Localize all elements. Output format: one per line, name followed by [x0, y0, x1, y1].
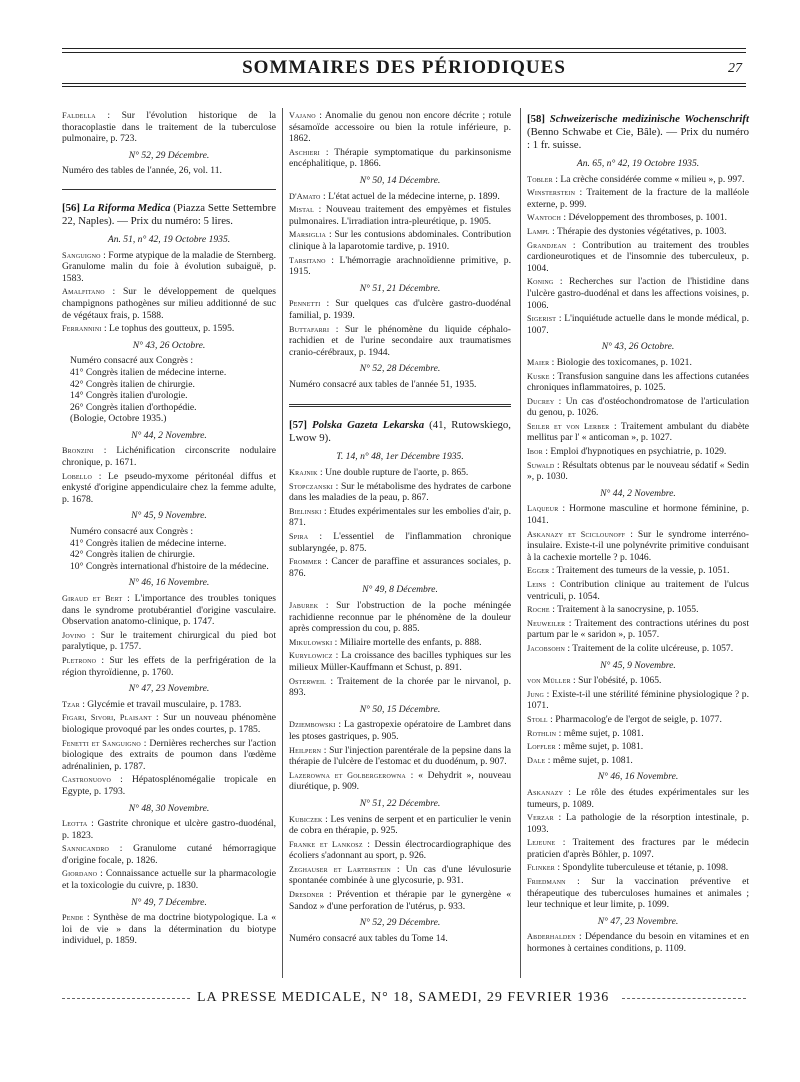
header-rule-top2	[62, 52, 746, 53]
article-entry: Bielinski : Etudes expérimentales sur les embolies d'air, p. 871.	[289, 505, 511, 529]
article-author: Seiler et von Lerber	[527, 421, 610, 431]
article-entry: Maier : Biologie des toxicomanes, p. 1021.	[527, 356, 692, 368]
article-author: Krajnik	[289, 468, 318, 478]
article-entry: Sanguigno : Forme atypique de la maladie de Sternberg. Granulome malin du foie à évolution subaiguë, p. 1583.	[62, 249, 276, 284]
journal-name: La Riforma Medica	[82, 201, 171, 214]
article-entry: Verzar : La pathologie de la résorption intestinale, p. 1093.	[527, 812, 749, 835]
article-entry: Jacobsohn : Traitement de la colite ulcéreuse, p. 1057.	[527, 642, 734, 654]
issue-heading: N° 52, 29 Décembre.	[128, 149, 210, 161]
article-entry: Marsiglia : Sur les contusions abdominales. Contribution clinique à la laparotomie tardive, p. 1910.	[289, 229, 512, 252]
page-number: 27	[728, 61, 742, 76]
article-author: Marsiglia	[289, 230, 327, 240]
article-author: Bielinski	[289, 506, 322, 516]
issue-note: Numéro des tables de l'année, 26, vol. 11.	[62, 165, 222, 177]
article-author: Pennetti	[289, 299, 321, 309]
journal-heading	[289, 419, 511, 445]
article-author: Kuske	[527, 371, 550, 381]
article-title: Sur l'évolution historique de la thoracoplastie dans le traitement de la tuberculose pulmonaire, p. 723.	[62, 110, 276, 145]
article-entry: Lejeune : Traitement des fractures par le médecin praticien d'après Böhler, p. 1097.	[527, 837, 749, 860]
article-author: Rothlin	[527, 728, 557, 738]
article-author: Leotta	[62, 819, 88, 829]
header-rule-bottom	[62, 83, 746, 84]
article-title: La pathologie de la résorption intestinale, p. 1093.	[527, 812, 749, 835]
issue-heading: N° 44, 2 Novembre.	[131, 429, 207, 441]
article-title: même sujet, p. 1081.	[552, 754, 633, 766]
article-title: Traitement à la sanocrysine, p. 1055.	[557, 604, 699, 616]
article-title: Sur la vaccination préventive et thérapeutique des tuberculoses humaines et animales ; leur technique et leur limite, p. 1099.	[527, 876, 749, 911]
article-title: Gastrite chronique et ulcère gastro-duodénal, p. 1823.	[62, 818, 276, 841]
article-author: Leins	[527, 580, 547, 589]
issue-heading: N° 45, 9 Novembre.	[131, 510, 207, 522]
article-entry: Kubiczek : Les venins de serpent et en particulier le venin de cobra en thérapie, p. 925.	[289, 813, 511, 837]
article-title: Etudes expérimentales sur les embolies d'air, p. 871.	[289, 505, 511, 529]
congress-line: 10° Congrès international d'histoire de la médecine.	[70, 560, 269, 572]
article-author: Abderhalden	[527, 932, 576, 942]
article-entry: Tarsitano : L'hémorragie arachnoïdienne primitive, p. 1915.	[289, 254, 511, 278]
article-entry: Abderhalden : Dépendance du besoin en vitamines et en hormones à certaines conditions, p. 1109.	[527, 931, 750, 955]
article-entry: Bronzini : Lichénification circonscrite nodulaire chronique, p. 1671.	[62, 445, 277, 469]
article-author: Koning	[527, 277, 554, 287]
article-author: Pende	[62, 913, 84, 923]
article-title: Hormone masculine et hormone féminine, p. 1041.	[527, 503, 749, 527]
article-title: Granulome cutané hémorragique d'origine focale, p. 1826.	[62, 843, 277, 866]
article-title: Le pseudo-myxome péritonéal diffus et enkysté d'origine appendiculaire chez la femme adulte, p. 1678.	[62, 470, 276, 505]
article-title: « Dehydrit », nouveau diurétique, p. 909.	[289, 769, 511, 793]
article-author: Pletrono	[62, 655, 97, 665]
column-right	[527, 110, 749, 957]
article-author: Stoll	[527, 714, 548, 724]
article-author: Aschieri	[289, 147, 320, 157]
article-title: L'importance des troubles toniques dans le syndrome protubérantiel d'origine vasculaire. Observation anatomo-clinique, p. 1747.	[62, 593, 276, 628]
article-title: Anomalie du genou non encore décrite ; rotule sésamoïde accessoire ou bien la rotule inférieure, p. 1862.	[289, 110, 511, 145]
article-author: Lampl	[527, 226, 550, 236]
article-entry: Franke et Lankosz : Dessin électrocardiographique des écoliers s'adonnant au sport, p. 926.	[289, 838, 511, 862]
article-title: Sur le traitement chirurgical du pied bot paralytique, p. 1757.	[62, 629, 277, 653]
article-entry: Askanazy : Le rôle des études expérimentales sur les tumeurs, p. 1089.	[527, 786, 749, 810]
article-entry: Ducrey : Un cas d'ostéochondromatose de l'articulation du genou, p. 1026.	[527, 395, 749, 419]
congress-list	[70, 355, 276, 425]
article-title: Sur les contusions abdominales. Contribution clinique à la laparotomie tardive, p. 1910.	[289, 229, 512, 252]
article-entry: Vajano : Anomalie du genou non encore décrite ; rotule sésamoïde accessoire ou bien la rotule inférieure, p. 1862.	[289, 110, 511, 145]
article-author: Dale	[527, 755, 546, 765]
article-author: Mistal	[289, 205, 314, 215]
article-title: Synthèse de ma doctrine biotypologique. La « loi de vie » dans la détermination du biotype individuel, p. 1859.	[62, 912, 276, 947]
article-title: Miliaire mortelle des enfants, p. 888.	[339, 636, 482, 648]
article-author: Lazerowna et Golbergerowna	[289, 770, 406, 780]
article-entry: Neuweiler : Traitement des contractions utérines du post partum par le « saridon », p. 1057.	[527, 617, 749, 641]
article-author: Ibor	[527, 447, 543, 457]
article-author: D'Amato	[289, 191, 321, 201]
article-author: Wantoch	[527, 213, 562, 223]
article-title: Thérapie des dystonies végétatives, p. 1003.	[556, 225, 727, 237]
issue-heading: N° 47, 23 Novembre.	[597, 915, 679, 927]
article-title: Le rôle des études expérimentales sur les tumeurs, p. 1089.	[527, 786, 749, 810]
article-title: Lichénification circonscrite nodulaire chronique, p. 1671.	[62, 445, 277, 469]
article-entry: Pennetti : Sur quelques cas d'ulcère gastro-duodénal familial, p. 1939.	[289, 298, 511, 321]
column-left	[62, 110, 276, 949]
article-author: Askanazy	[527, 787, 564, 797]
article-entry: Ibor : Emploi d'hypnotiques en psychiatrie, p. 1029.	[527, 446, 727, 458]
issue-note: Numéro consacré aux tables de l'année 51, 1935.	[289, 378, 477, 390]
issue-heading: N° 50, 14 Décembre.	[359, 174, 441, 186]
congress-line: Numéro consacré aux Congrès :	[70, 355, 194, 367]
issue-heading: T. 14, n° 48, 1er Décembre 1935.	[336, 451, 464, 463]
issue-heading: An. 65, n° 42, 19 Octobre 1935.	[576, 158, 700, 169]
article-title: Biologie des toxicomanes, p. 1021.	[556, 356, 692, 368]
article-entry: Rothlin : même sujet, p. 1081.	[527, 727, 644, 739]
article-entry: Mikulowski : Miliaire mortelle des enfants, p. 888.	[289, 636, 482, 648]
article-author: Jaburek	[289, 601, 319, 610]
column-middle	[289, 110, 511, 947]
article-entry: Spira : L'essentiel de l'inflammation chronique sublaryngée, p. 875.	[289, 531, 511, 554]
footer-rule-left	[62, 998, 190, 1005]
article-author: Fenetti et Sanguigno	[62, 738, 141, 748]
issue-heading: N° 47, 23 Novembre.	[128, 683, 210, 695]
article-title: Traitement ambulant du diabète mellitus par l' « anticoman », p. 1027.	[527, 420, 749, 444]
article-entry: Heilpern : Sur l'injection parentérale de la pepsine dans la thérapie de l'ulcère de l'estomac et du duodénum, p. 907.	[289, 744, 512, 768]
article-title: Sur le développement de quelques champignons pathogènes sur milieu additionné de suc de végétaux frais, p. 1588.	[62, 286, 276, 321]
article-entry: Grandjean : Contribution au traitement des troubles cardioneurotiques et de l'insomnie des tuberculeux, p. 1004.	[527, 239, 749, 274]
article-entry: Leotta : Gastrite chronique et ulcère gastro-duodénal, p. 1823.	[62, 818, 276, 841]
article-title: même sujet, p. 1081.	[563, 727, 644, 739]
article-author: Friedmann	[527, 877, 566, 887]
article-author: Tzar	[62, 699, 80, 709]
article-author: Osterweil	[289, 676, 327, 686]
journal-details: (Benno Schwabe et Cie, Bâle). — Prix du numéro : 1 fr. suisse.	[527, 126, 749, 151]
article-author: Sannicandro	[62, 844, 110, 854]
article-title: Connaissance actuelle sur la pharmacologie et la toxicologie du cuivre, p. 1830.	[62, 868, 276, 892]
footer-text: LA PRESSE MEDICALE, N° 18, SAMEDI, 29 FEVRIER 1936	[197, 990, 610, 1005]
article-author: Jung	[527, 689, 544, 699]
article-entry: Giordano : Connaissance actuelle sur la pharmacologie et la toxicologie du cuivre, p. 1830.	[62, 868, 276, 892]
article-entry: Seiler et von Lerber : Traitement ambulant du diabète mellitus par l' « anticoman », p. 1027.	[527, 420, 749, 444]
section-divider	[289, 404, 511, 407]
article-author: von Müller	[527, 676, 571, 686]
article-title: Hépatosplénomégalie tropicale en Egypte, p. 1793.	[62, 774, 276, 797]
article-entry: Dziembowski : La gastropexie opératoire de Lambret dans les ptoses gastriques, p. 905.	[289, 719, 511, 742]
congress-line: Numéro consacré aux Congrès :	[70, 526, 194, 538]
article-entry: Askanazy et Sciclounoff : Sur le syndrome interréno-insulaire. Existe-t-il une polynévrite primitive conduisant à la cachexie mortelle ? p. 1046.	[527, 528, 749, 563]
article-title: Contribution clinique au traitement de l'ulcus ventriculi, p. 1054.	[527, 579, 749, 602]
article-entry: Leins : Contribution clinique au traitement de l'ulcus ventriculi, p. 1054.	[527, 579, 749, 602]
congress-line: 41° Congrès italien de médecine interne.	[70, 537, 227, 549]
issue-heading: An. 51, n° 42, 19 Octobre 1935.	[107, 233, 231, 245]
article-author: Lobello	[62, 471, 93, 481]
article-author: Neuweiler	[527, 618, 566, 628]
congress-line: 42° Congrès italien de chirurgie.	[70, 549, 195, 561]
article-author: Giraud et Bert	[62, 594, 123, 603]
article-author: Stopczanski	[289, 481, 333, 491]
article-author: Sanguigno	[62, 250, 101, 260]
article-author: Mikulowski	[289, 637, 333, 647]
article-entry: Winsterstein : Traitement de la fracture de la malléole externe, p. 999.	[527, 187, 749, 210]
article-title: L'inquiétude actuelle dans le monde médical, p. 1007.	[527, 313, 749, 336]
article-author: Jacobsohn	[527, 643, 565, 653]
article-author: Roche	[527, 605, 550, 615]
article-author: Ducrey	[527, 396, 555, 406]
article-author: Ferrannini	[62, 324, 102, 334]
congress-line: 14° Congrès italien d'urologie.	[70, 390, 188, 402]
issue-heading: N° 48, 30 Novembre.	[128, 802, 210, 814]
article-title: Existe-t-il une stérilité féminine physiologique ? p. 1071.	[527, 688, 750, 712]
column-divider	[520, 108, 521, 978]
journal-number: [57]	[289, 419, 307, 432]
issue-heading: N° 46, 16 Novembre.	[128, 577, 210, 589]
article-entry: Faldella : Sur l'évolution historique de la thoracoplastie dans le traitement de la tuberculose pulmonaire, p. 723.	[62, 110, 276, 145]
article-title: Transfusion sanguine dans les affections cutanées chroniques inflammatoires, p. 1025.	[527, 370, 749, 394]
article-title: Une double rupture de l'aorte, p. 865.	[325, 467, 469, 479]
article-author: Faldella	[62, 111, 96, 120]
article-entry: Lobello : Le pseudo-myxome péritonéal diffus et enkysté d'origine appendiculaire chez la femme adulte, p. 1678.	[62, 470, 276, 505]
article-title: Glycémie et travail musculaire, p. 1783.	[87, 698, 242, 710]
article-author: Verzar	[527, 813, 554, 823]
issue-heading: N° 52, 28 Décembre.	[359, 363, 441, 375]
article-author: Zeghauser et Larterstein	[289, 864, 391, 874]
article-entry: Kuske : Transfusion sanguine dans les affections cutanées chroniques inflammatoires, p. 1025.	[527, 370, 749, 394]
congress-line: 42° Congrès italien de chirurgie.	[70, 378, 195, 390]
article-entry: Amalfitano : Sur le développement de quelques champignons pathogènes sur milieu additionné de suc de végétaux frais, p. 1588.	[62, 286, 276, 321]
article-title: Dernières recherches sur l'action biologique des extraits de poumon dans l'œdème adrénalinien, p. 1787.	[62, 737, 276, 772]
article-author: Buttafarri	[289, 324, 330, 334]
issue-heading: N° 51, 22 Décembre.	[359, 797, 441, 809]
article-title: Emploi d'hypnotiques en psychiatrie, p. 1029.	[550, 446, 727, 458]
article-entry: Ferrannini : Le tophus des goutteux, p. 1595.	[62, 323, 235, 335]
article-title: Forme atypique de la maladie de Sternberg. Granulome malin du foie à évolution subaiguë, p. 1583.	[62, 249, 276, 284]
article-entry: Dale : même sujet, p. 1081.	[527, 754, 633, 766]
article-title: Développement des thromboses, p. 1001.	[568, 212, 728, 224]
article-title: Spondylite tuberculeuse et tétanie, p. 1098.	[562, 862, 729, 874]
article-author: Maier	[527, 357, 550, 367]
article-entry: Kurylowicz : La croissance des bacilles typhiques sur les milieux Müller-Kauffmann et Schust, p. 891.	[289, 650, 511, 673]
article-entry: Dresdner : Prévention et thérapie par le gynergène « Sandoz » d'une perforation de l'utérus, p. 933.	[289, 889, 511, 912]
article-entry: Pende : Synthèse de ma doctrine biotypologique. La « loi de vie » dans la détermination du biotype individuel, p. 1859.	[62, 912, 276, 947]
issue-heading: N° 51, 21 Décembre.	[359, 282, 441, 294]
issue-heading: N° 52, 29 Décembre.	[359, 917, 441, 929]
article-title: Sur le syndrome interréno-insulaire. Existe-t-il une polynévrite primitive conduisant à la cachexie mortelle ? p. 1046.	[527, 528, 749, 563]
article-title: Traitement de la colite ulcéreuse, p. 1057.	[572, 642, 734, 654]
issue-heading: N° 49, 8 Décembre.	[362, 584, 438, 596]
article-entry: Jung : Existe-t-il une stérilité féminine physiologique ? p. 1071.	[527, 688, 750, 712]
article-author: Franke et Lankosz	[289, 839, 363, 849]
article-title: Traitement des fractures par le médecin praticien d'après Böhler, p. 1097.	[527, 837, 749, 860]
journal-heading	[62, 202, 276, 228]
article-author: Giordano	[62, 869, 98, 879]
article-author: Amalfitano	[62, 287, 105, 297]
congress-line: 26° Congrès italien d'orthopédie.	[70, 401, 197, 413]
journal-details: (41, Rutowskiego, Lwow 9).	[289, 419, 511, 445]
article-title: Sur l'obstruction de la poche méningée rachidienne reconnue par le phénomène de la douleur après compression du cou, p. 885.	[289, 600, 511, 635]
article-entry: Lazerowna et Golbergerowna : « Dehydrit », nouveau diurétique, p. 909.	[289, 769, 511, 793]
article-author: Flinker	[527, 863, 555, 873]
article-title: Contribution au traitement des troubles cardioneurotiques et de l'insomnie des tuberculeux, p. 1004.	[527, 239, 749, 274]
article-author: Grandjean	[527, 240, 567, 250]
article-entry: Sigerist : L'inquiétude actuelle dans le monde médical, p. 1007.	[527, 313, 749, 336]
journal-name: Schweizerische medizinische Wochenschrift	[549, 113, 749, 125]
article-entry: Fenetti et Sanguigno : Dernières recherches sur l'action biologique des extraits de poumon dans l'œdème adrénalinien, p. 1787.	[62, 737, 276, 772]
article-title: Le tophus des goutteux, p. 1595.	[109, 323, 235, 335]
issue-heading: N° 45, 9 Novembre.	[600, 659, 676, 671]
article-title: Pharmacolog'e de l'ergot de seigle, p. 1077.	[555, 713, 722, 725]
article-entry: Tzar : Glycémie et travail musculaire, p. 1783.	[62, 698, 242, 710]
article-author: Suwald	[527, 460, 555, 470]
article-author: Tarsitano	[289, 255, 326, 265]
article-entry: Lampl : Thérapie des dystonies végétatives, p. 1003.	[527, 225, 727, 237]
issue-heading: N° 46, 16 Novembre.	[597, 771, 679, 783]
article-author: Spira	[289, 532, 309, 542]
article-title: Les venins de serpent et en particulier le venin de cobra en thérapie, p. 925.	[289, 813, 511, 837]
article-entry: Stoll : Pharmacolog'e de l'ergot de seigle, p. 1077.	[527, 713, 722, 725]
article-title: Prévention et thérapie par le gynergène « Sandoz » d'une perforation de l'utérus, p. 933.	[289, 889, 511, 912]
article-author: Laqueur	[527, 504, 559, 514]
article-title: Dessin électrocardiographique des écoliers s'adonnant au sport, p. 926.	[289, 838, 511, 862]
page-footer	[62, 990, 746, 1012]
article-author: Dresdner	[289, 890, 324, 900]
article-author: Frommer	[289, 557, 322, 567]
article-entry: Figari, Sivori, Plaisant : Sur un nouveau phénomène biologique provoqué par les ondes courtes, p. 1785.	[62, 712, 276, 735]
article-title: La crèche considérée comme « milieu », p. 997.	[560, 173, 745, 185]
article-title: Résultats obtenus par le nouveau sédatif « Sedin », p. 1030.	[527, 459, 749, 483]
congress-list	[70, 526, 276, 572]
article-entry: Buttafarri : Sur le phénomène du liquide céphalo-rachidien et de l'urine secondaire aux traumatismes cranio-cérébraux, p. 1944.	[289, 323, 512, 358]
article-author: Bronzini	[62, 446, 94, 456]
issue-note: Numéro consacré aux tables du Tome 14.	[289, 932, 448, 944]
article-title: L'état actuel de la médecine interne, p. 1899.	[328, 190, 500, 202]
article-title: Sur quelques cas d'ulcère gastro-duodénal familial, p. 1939.	[289, 298, 511, 321]
column-divider	[282, 108, 283, 978]
article-entry: Pletrono : Sur les effets de la perfrigération de la région thyroïdienne, p. 1760.	[62, 654, 276, 678]
journal-number: [56]	[62, 201, 80, 214]
article-title: Un cas d'une lévulosurie spontanée combinée à une glycosurie, p. 931.	[289, 863, 511, 887]
article-author: Loffler	[527, 742, 556, 752]
article-title: Un cas d'ostéochondromatose de l'articulation du genou, p. 1026.	[527, 395, 749, 419]
header-rule-bottom2	[62, 86, 746, 87]
article-title: Traitement de la chorée par le nirvanol, p. 893.	[289, 675, 511, 699]
article-entry: Jaburek : Sur l'obstruction de la poche méningée rachidienne reconnue par le phénomène de la douleur après compression du cou, p. 885.	[289, 600, 511, 635]
article-author: Heilpern	[289, 745, 322, 755]
article-author: Sigerist	[527, 314, 557, 324]
article-entry: Egger : Traitement des tumeurs de la vessie, p. 1051.	[527, 565, 730, 577]
article-entry: Krajnik : Une double rupture de l'aorte, p. 865.	[289, 467, 469, 479]
article-entry: Stopczanski : Sur le métabolisme des hydrates de carbone dans les maladies de la peau, p. 867.	[289, 480, 511, 504]
article-entry: Frommer : Cancer de paraffine et assurances sociales, p. 876.	[289, 556, 511, 579]
article-author: Figari, Sivori, Plaisant	[62, 713, 152, 723]
article-author: Tobler	[527, 174, 553, 184]
article-title: Sur le métabolisme des hydrates de carbone dans les maladies de la peau, p. 867.	[289, 480, 511, 504]
article-entry: Loffler : même sujet, p. 1081.	[527, 741, 644, 753]
footer-rule-right	[622, 998, 746, 1005]
article-title: L'essentiel de l'inflammation chronique sublaryngée, p. 875.	[289, 531, 511, 554]
article-entry: Castronuovo : Hépatosplénomégalie tropicale en Egypte, p. 1793.	[62, 774, 276, 797]
journal-heading	[527, 113, 749, 152]
article-entry: Laqueur : Hormone masculine et hormone féminine, p. 1041.	[527, 503, 749, 527]
issue-heading: N° 44, 2 Novembre.	[600, 487, 676, 499]
article-title: Recherches sur l'action de l'histidine dans l'ulcère gastro-duodénal et dans les affections voisines, p. 1006.	[527, 276, 749, 311]
article-entry: Flinker : Spondylite tuberculeuse et tétanie, p. 1098.	[527, 862, 729, 874]
issue-heading: N° 43, 26 Octobre.	[601, 341, 675, 353]
congress-line: (Bologie, Octobre 1935.)	[70, 413, 167, 425]
section-divider	[62, 189, 276, 190]
issue-heading: N° 50, 15 Décembre.	[359, 703, 441, 715]
congress-line: 41° Congrès italien de médecine interne.	[70, 366, 227, 378]
article-entry: Jovino : Sur le traitement chirurgical du pied bot paralytique, p. 1757.	[62, 629, 277, 653]
article-entry: Sannicandro : Granulome cutané hémorragique d'origine focale, p. 1826.	[62, 843, 277, 866]
article-author: Jovino	[62, 630, 86, 640]
article-author: Lejeune	[527, 838, 556, 848]
article-entry: Suwald : Résultats obtenus par le nouveau sédatif « Sedin », p. 1030.	[527, 459, 749, 483]
article-title: Nouveau traitement des empyèmes et fistules pulmonaires. L'irradiation intra-pleurétique, p. 1905.	[289, 204, 512, 227]
article-entry: Osterweil : Traitement de la chorée par le nirvanol, p. 893.	[289, 675, 511, 699]
article-entry: D'Amato : L'état actuel de la médecine interne, p. 1899.	[289, 190, 500, 202]
article-title: L'hémorragie arachnoïdienne primitive, p. 1915.	[289, 254, 511, 278]
journal-details: (Piazza Sette Settembre 22, Naples). — Prix du numéro: 5 lires.	[62, 201, 276, 227]
article-entry: von Müller : Sur l'obésité, p. 1065.	[527, 675, 662, 687]
article-title: Traitement des tumeurs de la vessie, p. 1051.	[556, 565, 730, 577]
article-title: Sur le phénomène du liquide céphalo-rachidien et de l'urine secondaire aux traumatismes cranio-cérébraux, p. 1944.	[289, 323, 512, 358]
article-author: Castronuovo	[62, 775, 111, 785]
issue-heading: N° 49, 7 Décembre.	[131, 896, 207, 908]
article-author: Askanazy et Sciclounoff	[527, 529, 626, 539]
article-title: Sur l'injection parentérale de la pepsine dans la thérapie de l'ulcère de l'estomac et du duodénum, p. 907.	[289, 744, 512, 768]
article-entry: Tobler : La crèche considérée comme « milieu », p. 997.	[527, 173, 745, 185]
article-author: Kubiczek	[289, 814, 323, 824]
article-title: Traitement de la fracture de la malléole externe, p. 999.	[527, 187, 749, 210]
article-entry: Wantoch : Développement des thromboses, p. 1001.	[527, 212, 728, 224]
article-title: Sur l'obésité, p. 1065.	[578, 675, 662, 687]
article-title: Sur un nouveau phénomène biologique provoqué par les ondes courtes, p. 1785.	[62, 712, 276, 735]
article-entry: Mistal : Nouveau traitement des empyèmes et fistules pulmonaires. L'irradiation intra-pleurétique, p. 1905.	[289, 204, 512, 227]
article-author: Kurylowicz	[289, 651, 333, 661]
article-entry: Koning : Recherches sur l'action de l'histidine dans l'ulcère gastro-duodénal et dans les affections voisines, p. 1006.	[527, 276, 749, 311]
article-author: Dziembowski	[289, 720, 336, 730]
article-title: Dépendance du besoin en vitamines et en hormones à certaines conditions, p. 1109.	[527, 931, 750, 955]
article-author: Egger	[527, 566, 550, 576]
issue-heading: N° 43, 26 Octobre.	[132, 339, 206, 351]
journal-name: Polska Gazeta Lekarska	[312, 419, 425, 432]
article-entry: Zeghauser et Larterstein : Un cas d'une lévulosurie spontanée combinée à une glycosurie, p. 931.	[289, 863, 511, 887]
article-author: Winsterstein	[527, 188, 576, 198]
header-rule-top	[62, 48, 746, 49]
article-title: Traitement des contractions utérines du post partum par le « saridon », p. 1057.	[527, 617, 749, 641]
article-title: La croissance des bacilles typhiques sur les milieux Müller-Kauffmann et Schust, p. 891.	[289, 650, 511, 673]
article-title: Cancer de paraffine et assurances sociales, p. 876.	[289, 556, 511, 579]
article-title: Sur les effets de la perfrigération de la région thyroïdienne, p. 1760.	[62, 654, 276, 678]
article-title: même sujet, p. 1081.	[563, 741, 644, 753]
article-author: Vajano	[289, 111, 316, 120]
journal-number: [58]	[527, 113, 545, 125]
article-title: La gastropexie opératoire de Lambret dans les ptoses gastriques, p. 905.	[289, 719, 511, 742]
article-title: Thérapie symptomatique du parkinsonisme encéphalitique, p. 1866.	[289, 146, 511, 170]
article-entry: Roche : Traitement à la sanocrysine, p. 1055.	[527, 604, 699, 616]
page-title: SOMMAIRES DES PÉRIODIQUES	[242, 57, 566, 78]
article-entry: Giraud et Bert : L'importance des troubles toniques dans le syndrome protubérantiel d'origine vasculaire. Observation anatomo-clinique, p. 1747.	[62, 593, 276, 628]
article-entry: Friedmann : Sur la vaccination préventive et thérapeutique des tuberculoses humaines et animales ; leur technique et leur limite, p. 1099.	[527, 876, 749, 911]
article-entry: Aschieri : Thérapie symptomatique du parkinsonisme encéphalitique, p. 1866.	[289, 146, 511, 170]
